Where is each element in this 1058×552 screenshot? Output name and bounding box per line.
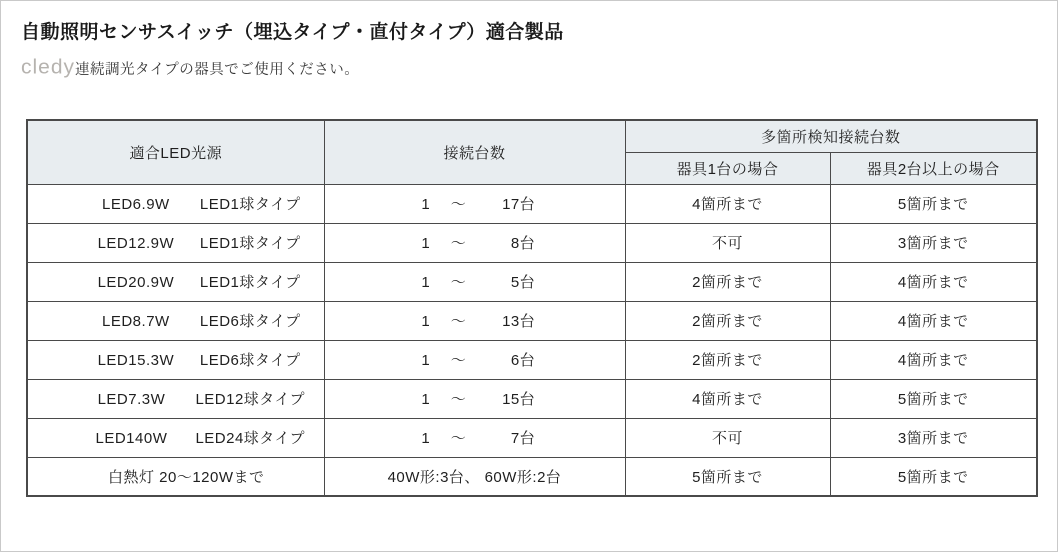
conn-from: 1 — [421, 235, 431, 252]
one-fixture-cell: 4箇所まで — [625, 184, 830, 223]
led-type: LED12球タイプ — [195, 391, 306, 408]
led-type: LED24球タイプ — [195, 430, 306, 447]
conn-tilde: ～ — [450, 352, 467, 369]
led-type: LED6球タイプ — [199, 352, 301, 369]
table-row — [27, 262, 1037, 301]
led-type: LED1球タイプ — [199, 235, 301, 252]
two-plus-fixtures-cell: 4箇所まで — [830, 301, 1037, 340]
subtitle-row — [21, 57, 359, 79]
one-fixture-cell: 2箇所まで — [625, 340, 830, 379]
conn-tilde: ～ — [450, 313, 467, 330]
table-row — [27, 301, 1037, 340]
led-type: LED1球タイプ — [199, 274, 301, 291]
conn-to: 7台 — [510, 430, 536, 447]
one-fixture-cell: 2箇所まで — [625, 262, 830, 301]
led-wattage: LED6.9W — [102, 196, 170, 213]
header-one-fixture: 器具1台の場合 — [625, 152, 830, 184]
led-source-cell: 白熱灯 20～120Wまで — [27, 457, 324, 496]
conn-tilde: ～ — [450, 235, 467, 252]
table-row — [27, 418, 1037, 457]
connections-cell — [324, 301, 625, 340]
conn-to: 6台 — [510, 352, 536, 369]
conn-to: 8台 — [510, 235, 536, 252]
led-source-cell — [27, 340, 324, 379]
conn-tilde: ～ — [450, 274, 467, 291]
led-wattage: LED7.3W — [97, 391, 166, 408]
table-row — [27, 340, 1037, 379]
two-plus-fixtures-cell: 5箇所まで — [830, 184, 1037, 223]
header-multi-detect: 多箇所検知接続台数 — [625, 120, 1037, 152]
led-source-cell — [27, 301, 324, 340]
two-plus-fixtures-cell: 3箇所まで — [830, 418, 1037, 457]
one-fixture-cell: 2箇所まで — [625, 301, 830, 340]
led-source-cell — [27, 262, 324, 301]
one-fixture-cell: 4箇所まで — [625, 379, 830, 418]
table-header — [27, 120, 1037, 184]
led-wattage: LED15.3W — [97, 352, 175, 369]
led-type: LED1球タイプ — [199, 196, 301, 213]
one-fixture-cell: 不可 — [625, 223, 830, 262]
conn-tilde: ～ — [450, 196, 467, 213]
two-plus-fixtures-cell: 5箇所まで — [830, 379, 1037, 418]
led-source-cell — [27, 418, 324, 457]
led-type: LED6球タイプ — [199, 313, 301, 330]
two-plus-fixtures-cell: 4箇所まで — [830, 262, 1037, 301]
conn-from: 1 — [421, 274, 431, 291]
table-row — [27, 184, 1037, 223]
one-fixture-cell: 不可 — [625, 418, 830, 457]
table-row — [27, 223, 1037, 262]
conn-tilde: ～ — [450, 430, 467, 447]
conn-to: 15台 — [502, 391, 536, 408]
led-wattage: LED12.9W — [97, 235, 175, 252]
conn-from: 1 — [421, 313, 431, 330]
two-plus-fixtures-cell: 4箇所まで — [830, 340, 1037, 379]
conn-from: 1 — [421, 391, 431, 408]
connections-cell — [324, 262, 625, 301]
connections-cell — [324, 223, 625, 262]
one-fixture-cell: 5箇所まで — [625, 457, 830, 496]
conn-from: 1 — [421, 196, 431, 213]
conn-tilde: ～ — [450, 391, 467, 408]
subtitle-text: 連続調光タイプの器具でご使用ください。 — [75, 62, 360, 78]
led-wattage: LED20.9W — [97, 274, 175, 291]
page-title: 自動照明センサスイッチ（埋込タイプ・直付タイプ）適合製品 — [21, 22, 564, 43]
connections-cell: 40W形:3台、 60W形:2台 — [324, 457, 625, 496]
conn-to: 5台 — [510, 274, 536, 291]
led-wattage: LED140W — [95, 430, 168, 447]
connections-cell — [324, 379, 625, 418]
two-plus-fixtures-cell: 5箇所まで — [830, 457, 1037, 496]
header-two-plus-fixtures: 器具2台以上の場合 — [830, 152, 1037, 184]
table-row — [27, 457, 1037, 496]
header-connections: 接続台数 — [324, 120, 625, 184]
cledy-brand-logo: cledy — [21, 56, 76, 79]
two-plus-fixtures-cell: 3箇所まで — [830, 223, 1037, 262]
header-row-top — [27, 120, 1037, 152]
table-body — [27, 184, 1037, 496]
compatibility-table — [26, 119, 1038, 497]
led-source-cell — [27, 379, 324, 418]
led-wattage: LED8.7W — [102, 313, 170, 330]
conn-to: 13台 — [502, 313, 536, 330]
header-led-source: 適合LED光源 — [27, 120, 324, 184]
connections-cell — [324, 340, 625, 379]
conn-from: 1 — [421, 352, 431, 369]
led-source-cell — [27, 184, 324, 223]
connections-cell — [324, 418, 625, 457]
led-source-cell — [27, 223, 324, 262]
conn-to: 17台 — [502, 196, 536, 213]
conn-from: 1 — [421, 430, 431, 447]
table-row — [27, 379, 1037, 418]
connections-cell — [324, 184, 625, 223]
